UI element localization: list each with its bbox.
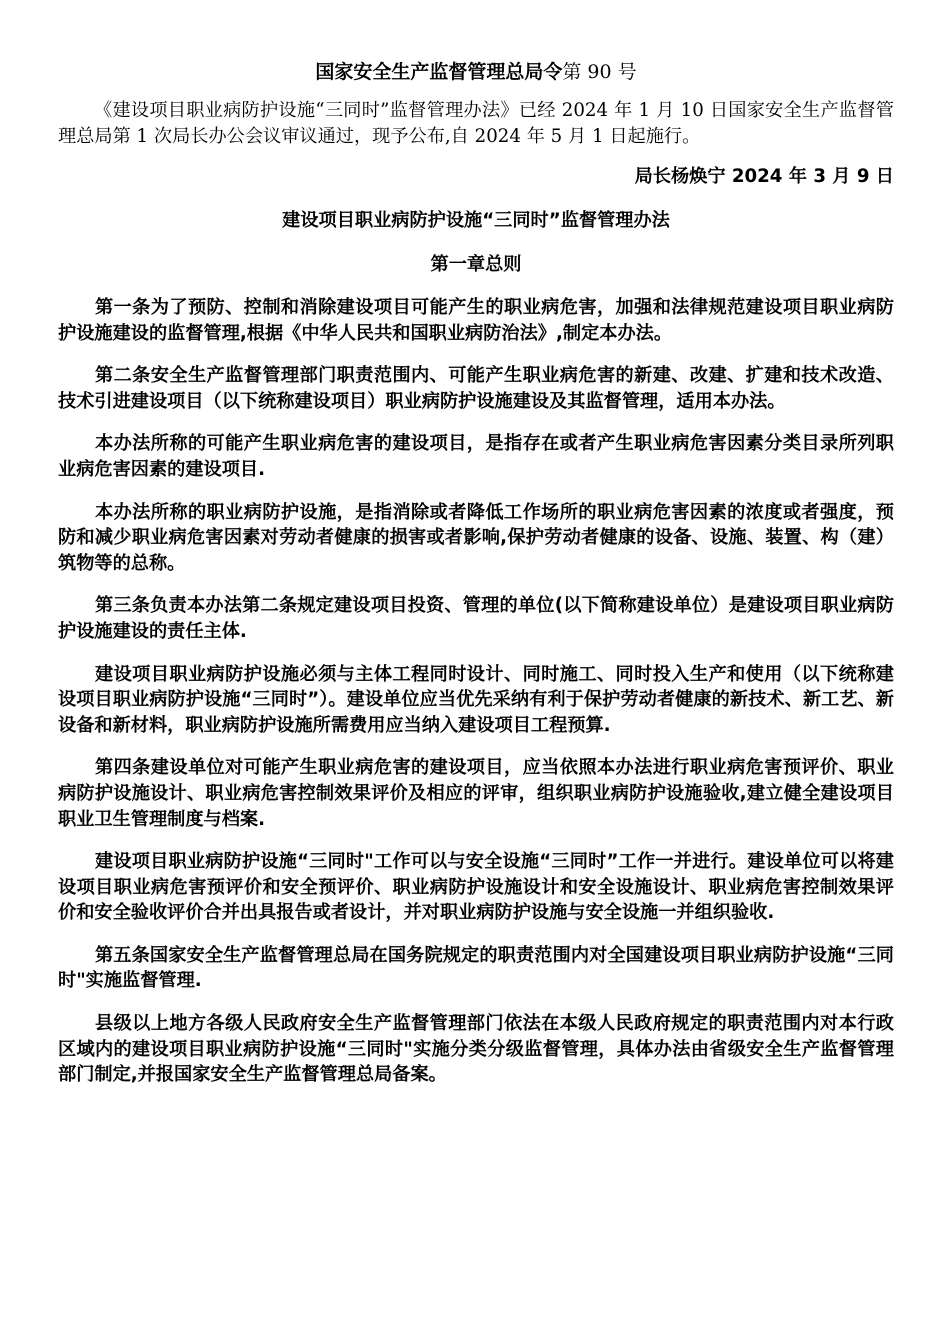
signature-line: 局长杨焕宁 2024 年 3 月 9 日 bbox=[634, 166, 894, 187]
article-paragraph: 本办法所称的可能产生职业病危害的建设项目，是指存在或者产生职业病危害因素分类目录所列职业病危害因素的建设项目. bbox=[58, 433, 894, 480]
document-title: 建设项目职业病防护设施“三同时”监督管理办法 bbox=[282, 210, 670, 231]
document-page bbox=[58, 58, 894, 1105]
order-number: 第 90 号 bbox=[562, 61, 637, 83]
article-paragraph: 第四条建设单位对可能产生职业病危害的建设项目，应当依照本办法进行职业病危害预评价、职业病防护设施设计、职业病危害控制效果评价及相应的评审，组织职业病防护设施验收,建立健全建设项目职业卫生管理制度与档案. bbox=[58, 757, 894, 830]
article-paragraph: 第三条负责本办法第二条规定建设项目投资、管理的单位(以下简称建设单位）是建设项目职业病防护设施建设的责任主体. bbox=[58, 595, 894, 642]
article-paragraph: 本办法所称的职业病防护设施，是指消除或者降低工作场所的职业病危害因素的浓度或者强度，预防和减少职业病危害因素对劳动者健康的损害或者影响,保护劳动者健康的设备、设施、装置、构（建）筑物等的总称。 bbox=[58, 501, 894, 574]
article-paragraph: 县级以上地方各级人民政府安全生产监督管理部门依法在本级人民政府规定的职责范围内对本行政区域内的建设项目职业病防护设施“三同时"实施分类分级监督管理，具体办法由省级安全生产监督管理部门制定,并报国家安全生产监督管理总局备案。 bbox=[58, 1013, 894, 1086]
article-paragraph: 建设项目职业病防护设施必须与主体工程同时设计、同时施工、同时投入生产和使用（以下统称建设项目职业病防护设施“三同时”）。建设单位应当优先采纳有利于保护劳动者健康的新技术、新工艺、新设备和新材料，职业病防护设施所需费用应当纳入建设项目工程预算. bbox=[58, 663, 894, 736]
promulgation-intro: 《建设项目职业病防护设施“三同时”监督管理办法》已经 2024 年 1 月 10 日国家安全生产监督管理总局第 1 次局长办公会议审议通过，现予公布,自 2024 年 5 月 1 日起施行。 bbox=[58, 100, 894, 147]
article-paragraph: 建设项目职业病防护设施“三同时"工作可以与安全设施“三同时”工作一并进行。建设单位可以将建设项目职业病危害预评价和安全预评价、职业病防护设施设计和安全设施设计、职业病危害控制效果评价和安全验收评价合并出具报告或者设计，并对职业病防护设施与安全设施一并组织验收. bbox=[58, 851, 894, 924]
article-paragraph: 第一条为了预防、控制和消除建设项目可能产生的职业病危害，加强和法律规范建设项目职业病防护设施建设的监督管理,根据《中华人民共和国职业病防治法》,制定本办法。 bbox=[58, 297, 894, 344]
order-issuer: 国家安全生产监督管理总局令 bbox=[315, 61, 563, 83]
order-heading bbox=[58, 58, 894, 86]
article-paragraph: 第二条安全生产监督管理部门职责范围内、可能产生职业病危害的新建、改建、扩建和技术改造、技术引进建设项目（以下统称建设项目）职业病防护设施建设及其监督管理，适用本办法。 bbox=[58, 365, 894, 412]
chapter-title: 第一章总则 bbox=[430, 254, 522, 275]
article-paragraph: 第五条国家安全生产监督管理总局在国务院规定的职责范围内对全国建设项目职业病防护设施“三同时"实施监督管理. bbox=[58, 944, 894, 992]
